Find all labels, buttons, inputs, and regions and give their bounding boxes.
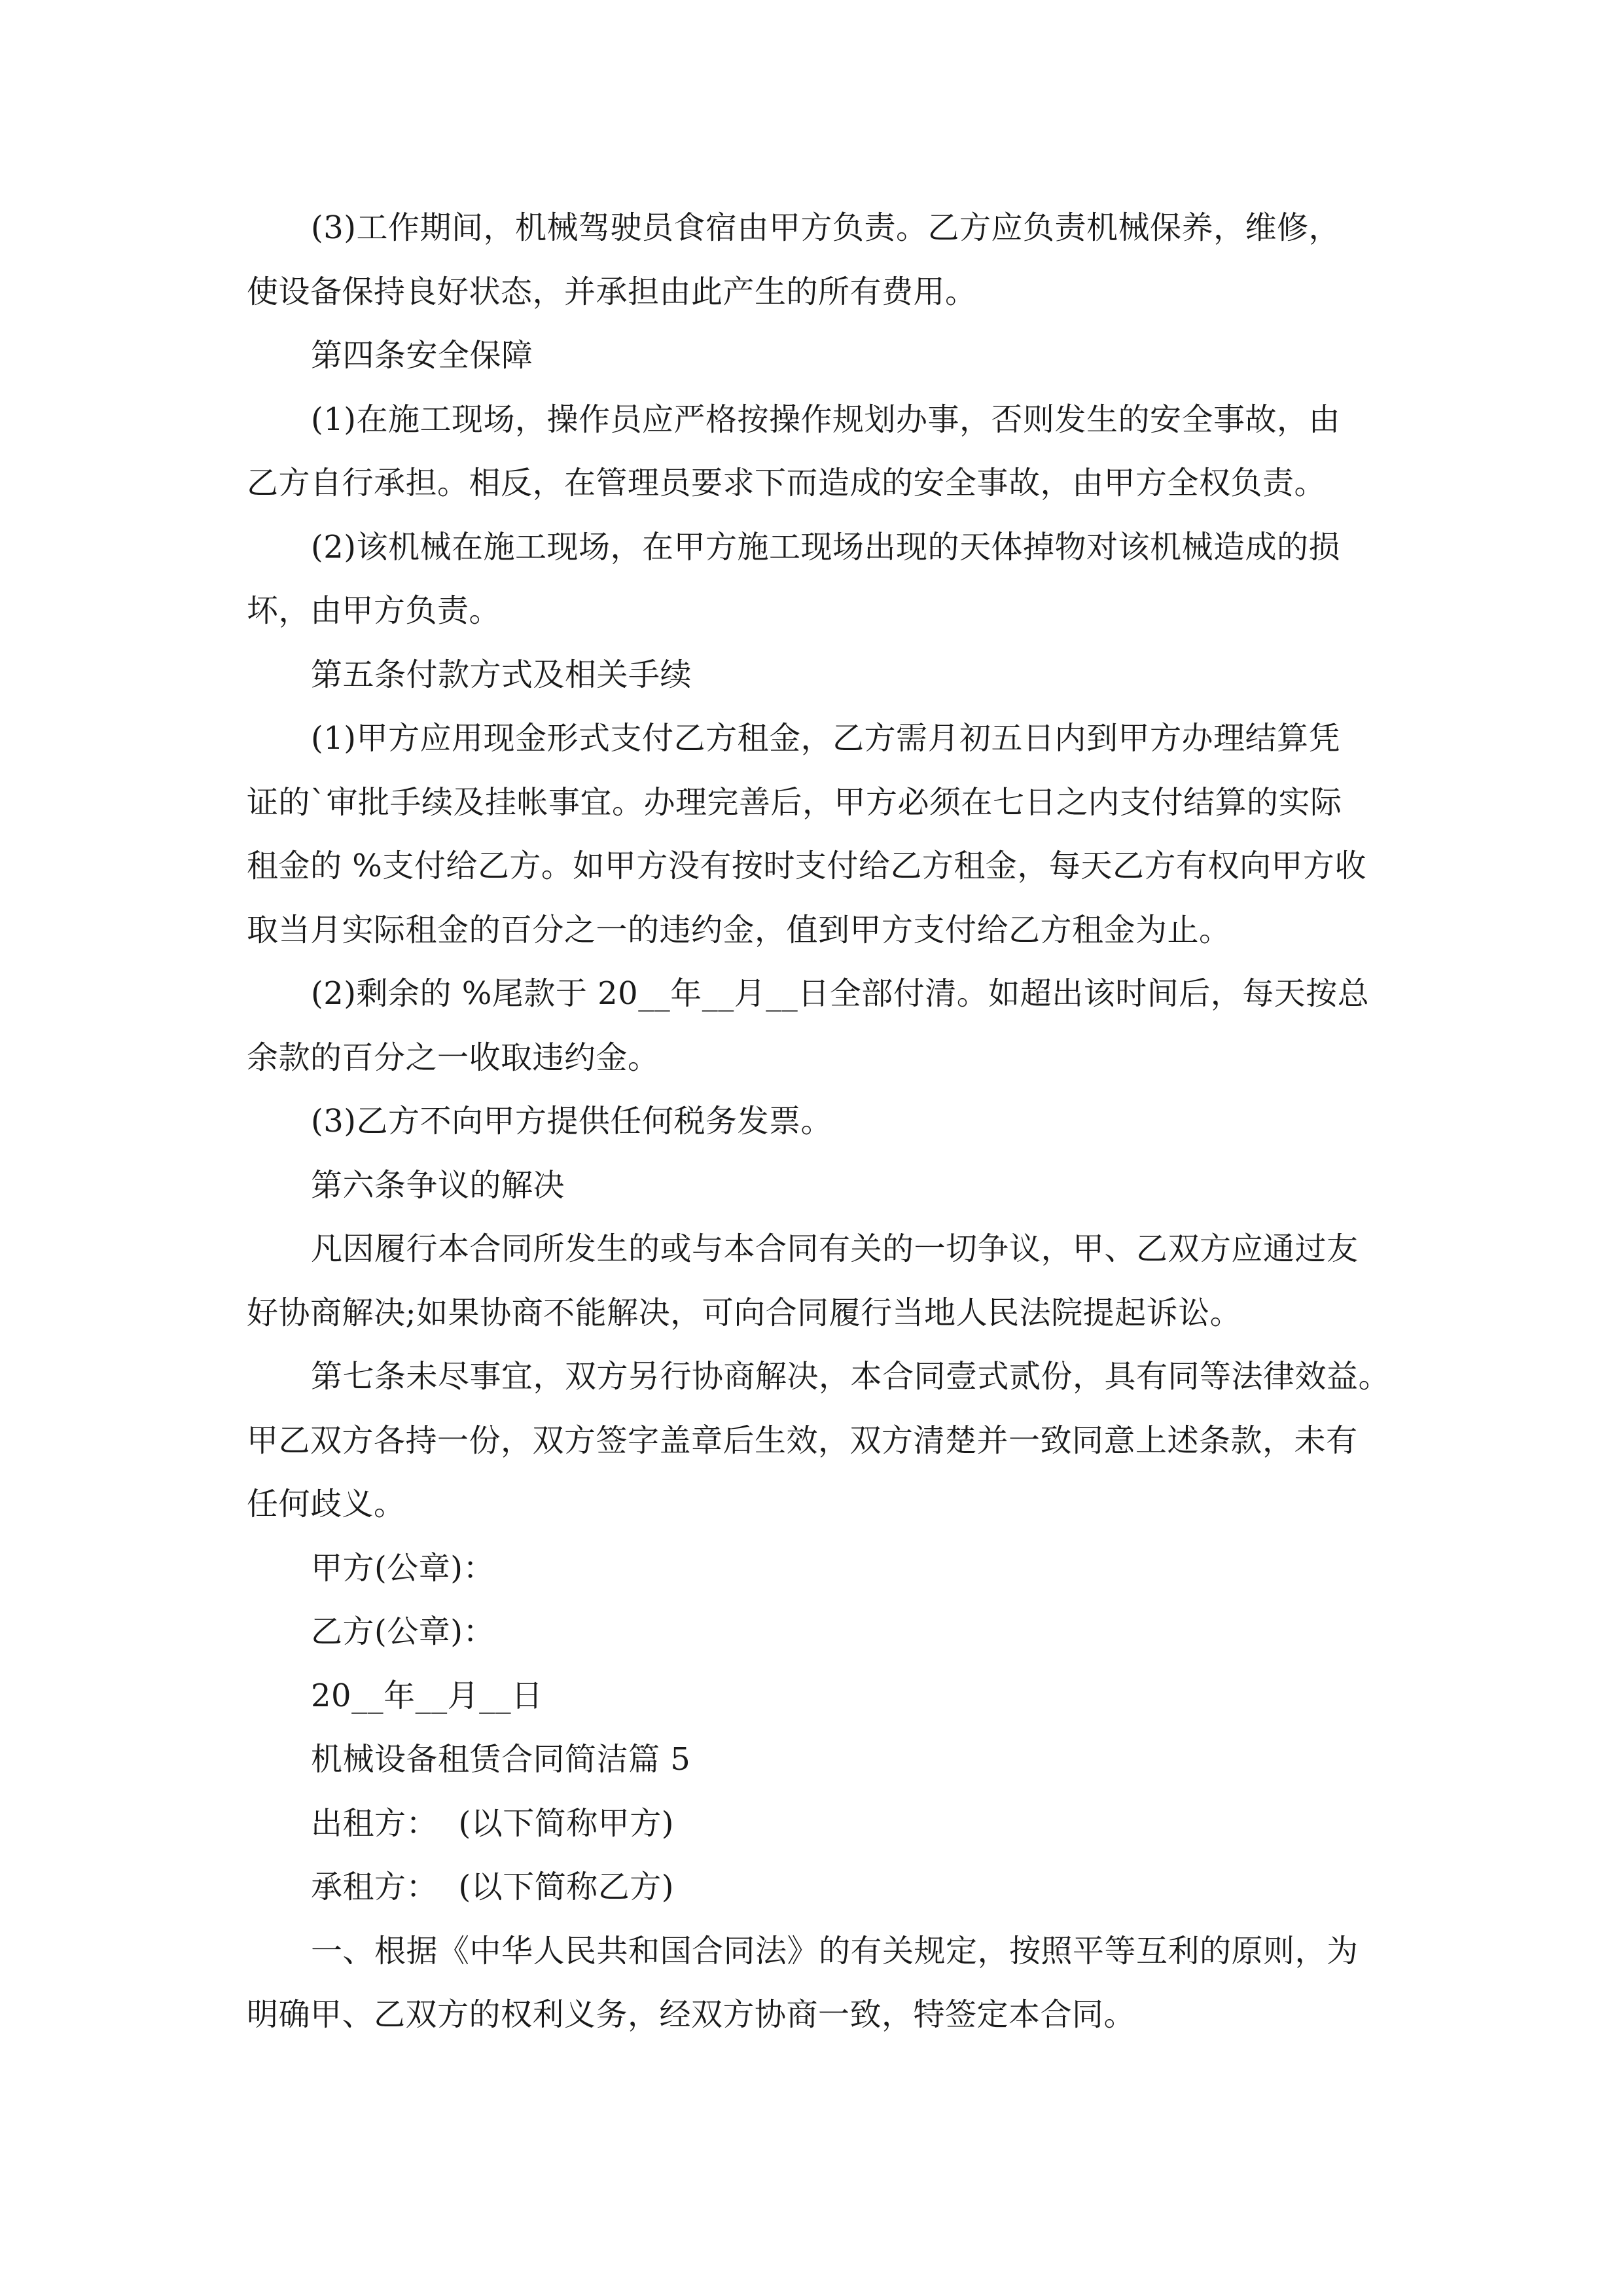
party-a-seal-line: 甲方(公章)： bbox=[311, 1549, 495, 1587]
party-b-seal-line: 乙方(公章)： bbox=[311, 1613, 495, 1650]
contract-title: 机械设备租赁合同简洁篇 5 bbox=[311, 1741, 691, 1778]
clause-line: (3)乙方不向甲方提供任何税务发票。 bbox=[311, 1103, 832, 1139]
clause-line: 凡因履行本合同所发生的或与本合同有关的一切争议，甲、乙双方应通过友 bbox=[311, 1230, 1359, 1267]
clause-line: (1)在施工现场，操作员应严格按操作规划办事，否则发生的安全事故，由 bbox=[311, 401, 1340, 438]
clause-line: 租金的 %支付给乙方。如甲方没有按时支付给乙方租金，每天乙方有权向甲方收 bbox=[247, 848, 1366, 884]
clause-line: 第七条未尽事宜，双方另行协商解决，本合同壹式贰份，具有同等法律效益。 bbox=[311, 1358, 1391, 1395]
lessee-line: 承租方： (以下简称乙方) bbox=[311, 1869, 674, 1905]
clause-line: 甲乙双方各持一份，双方签字盖章后生效，双方清楚并一致同意上述条款，未有 bbox=[247, 1422, 1358, 1459]
clause-line: 坏，由甲方负责。 bbox=[247, 592, 501, 629]
clause-line: (1)甲方应用现金形式支付乙方租金，乙方需月初五日内到甲方办理结算凭 bbox=[311, 720, 1340, 757]
clause-line: (2)该机械在施工现场，在甲方施工现场出现的天体掉物对该机械造成的损 bbox=[311, 528, 1340, 565]
clause-line: 使设备保持良好状态，并承担由此产生的所有费用。 bbox=[247, 273, 977, 310]
clause-line: 好协商解决;如果协商不能解决，可向合同履行当地人民法院提起诉讼。 bbox=[247, 1294, 1242, 1331]
section-heading: 第五条付款方式及相关手续 bbox=[311, 656, 692, 693]
clause-line: (3)工作期间，机械驾驶员食宿由甲方负责。乙方应负责机械保养，维修， bbox=[311, 209, 1340, 246]
clause-line: 取当月实际租金的百分之一的违约金，值到甲方支付给乙方租金为止。 bbox=[247, 911, 1231, 948]
clause-line: 明确甲、乙双方的权利义务，经双方协商一致，特签定本合同。 bbox=[247, 1996, 1136, 2033]
clause-line: 乙方自行承担。相反，在管理员要求下而造成的安全事故，由甲方全权负责。 bbox=[247, 465, 1327, 501]
clause-line: 任何歧义。 bbox=[247, 1486, 406, 1522]
section-heading: 第六条争议的解决 bbox=[311, 1166, 565, 1204]
section-heading: 第四条安全保障 bbox=[311, 337, 533, 374]
clause-line: (2)剩余的 %尾款于 20__年__月__日全部付清。如超出该时间后，每天按总 bbox=[311, 975, 1370, 1012]
lessor-line: 出租方： (以下简称甲方) bbox=[311, 1804, 674, 1842]
document-body bbox=[247, 196, 1391, 2047]
date-line: 20__年__月__日 bbox=[311, 1677, 543, 1714]
clause-line: 一、根据《中华人民共和国合同法》的有关规定，按照平等互利的原则，为 bbox=[311, 1932, 1359, 1969]
clause-line: 余款的百分之一收取违约金。 bbox=[247, 1039, 660, 1076]
clause-line: 证的`审批手续及挂帐事宜。办理完善后，甲方必须在七日之内支付结算的实际 bbox=[247, 783, 1342, 821]
